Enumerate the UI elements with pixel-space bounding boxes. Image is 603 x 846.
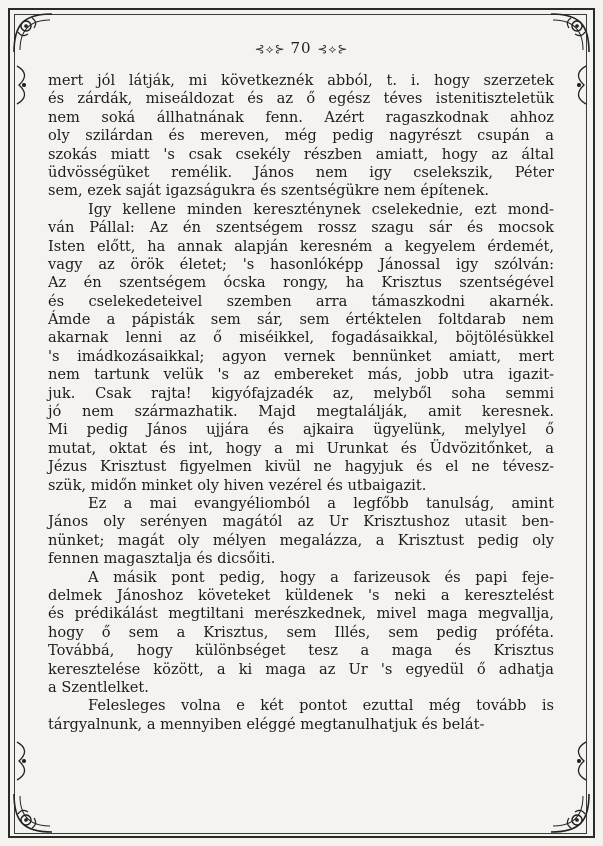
text-line: Jézus Krisztust figyelmen kivül ne hagyjuk és el ne tévesz- <box>48 458 554 476</box>
text-line: vagy az örök életet; 's hasonlóképp Jánossal igy szólván: <box>48 255 554 273</box>
text-line: mutat, oktat és int, hogy a mi Urunkat és Üdvözitőnket, a <box>48 439 554 457</box>
text-line: mert jól látják, mi következnék abból, t. i. hogy szerzetek <box>48 72 554 89</box>
text-line: nünket; magát oly mélyen megalázza, a Krisztust pedig oly <box>48 531 554 549</box>
text-line: sem, ezek saját igazságukra és szentségükre nem építenek. <box>48 182 490 200</box>
text-line: Mi pedig János ujjára és ajkaira ügyelünk, melylyel ő <box>48 421 554 439</box>
text-line: juk. Csak rajta! kigyófajzadék az, melyből soha semmi <box>48 384 554 402</box>
corner-ornament-bottom-right <box>547 790 593 836</box>
text-line: akarnak lenni az ő miséikkel, fogadásaikkal, böjtölésükkel <box>48 329 554 347</box>
text-line: nem soká állhatnának fenn. Azért ragaszkodnak ahhoz <box>48 108 554 126</box>
paragraph <box>48 72 554 201</box>
paragraph <box>48 201 554 495</box>
body-text <box>48 72 554 734</box>
text-line: oly szilárdan és mereven, még pedig nagyrészt csupán a <box>48 127 554 145</box>
side-ornament-right-bottom <box>570 738 588 784</box>
text-line: delmek Jánoshoz követeket küldenek 's neki a keresztelést <box>48 586 554 604</box>
text-line: tárgyalnunk, a mennyiben eléggé megtanulhatjuk és belát- <box>48 715 485 733</box>
text-line: és zárdák, miseáldozat és az ő egész téves istenitiszteletük <box>48 90 554 108</box>
paragraph <box>48 569 554 698</box>
corner-ornament-bottom-left <box>10 790 56 836</box>
text-line: szokás miatt 's csak csekély részben amiatt, hogy az által <box>48 145 554 163</box>
text-line: Felesleges volna e két pontot ezuttal még tovább is <box>88 697 554 715</box>
page-number: 70 <box>290 39 312 57</box>
text-line: János oly serényen magától az Ur Krisztushoz utasit ben- <box>48 513 554 531</box>
text-line: Isten előtt, ha annak alapján keresném a kegyelem érdemét, <box>48 237 554 255</box>
text-line: nem tartunk velük 's az embereket más, jobb utra igazit- <box>48 366 554 384</box>
text-line: Az én szentségem ócska rongy, ha Krisztus szentségével <box>48 274 554 292</box>
header-flourish-left-icon: ⊰⟡⊱ <box>254 42 291 56</box>
text-line: hogy ő sem a Krisztus, sem Illés, sem pedig próféta. <box>48 623 554 641</box>
text-line: ván Pállal: Az én szentségem rossz szagu sár és mocsok <box>48 219 554 237</box>
text-line: és prédikálást megtiltani merészkednek, mivel maga megvallja, <box>48 605 554 623</box>
text-line: üdvösségüket remélik. János nem igy cselekszik, Péter <box>48 163 554 181</box>
text-line: a Szentlelket. <box>48 678 149 696</box>
text-line: Igy kellene minden kereszténynek cselekednie, ezt mond- <box>88 200 554 218</box>
side-ornament-right-top <box>570 62 588 108</box>
page-header <box>0 39 603 57</box>
paragraph <box>48 697 554 734</box>
text-line: keresztelése között, a ki maga az Ur 's egyedül ő adhatja <box>48 660 554 678</box>
side-ornament-left-top <box>15 62 33 108</box>
paragraph <box>48 495 554 569</box>
text-line: Ez a mai evangyéliomból a legfőbb tanulság, amint <box>88 494 554 512</box>
text-line: Továbbá, hogy különbséget tesz a maga és Krisztus <box>48 642 554 660</box>
side-ornament-left-bottom <box>15 738 33 784</box>
text-line: és cselekedeteivel szemben arra támaszkodni akarnék. <box>48 292 554 310</box>
text-line: Ámde a pápisták sem sár, sem értéktelen foltdarab nem <box>48 311 554 329</box>
text-line: 's imádkozásaikkal; agyon vernek bennünket amiatt, mert <box>48 347 554 365</box>
text-line: jó nem származhatik. Majd megtalálják, amit keresnek. <box>48 403 554 421</box>
text-line: fennen magasztalja és dicsőiti. <box>48 550 276 568</box>
text-line: A másik pont pedig, hogy a farizeusok és papi feje- <box>88 568 554 586</box>
text-line: szük, midőn minket oly hiven vezérel és utbaigazit. <box>48 476 427 494</box>
header-flourish-right-icon: ⊰⟡⊱ <box>317 42 349 56</box>
